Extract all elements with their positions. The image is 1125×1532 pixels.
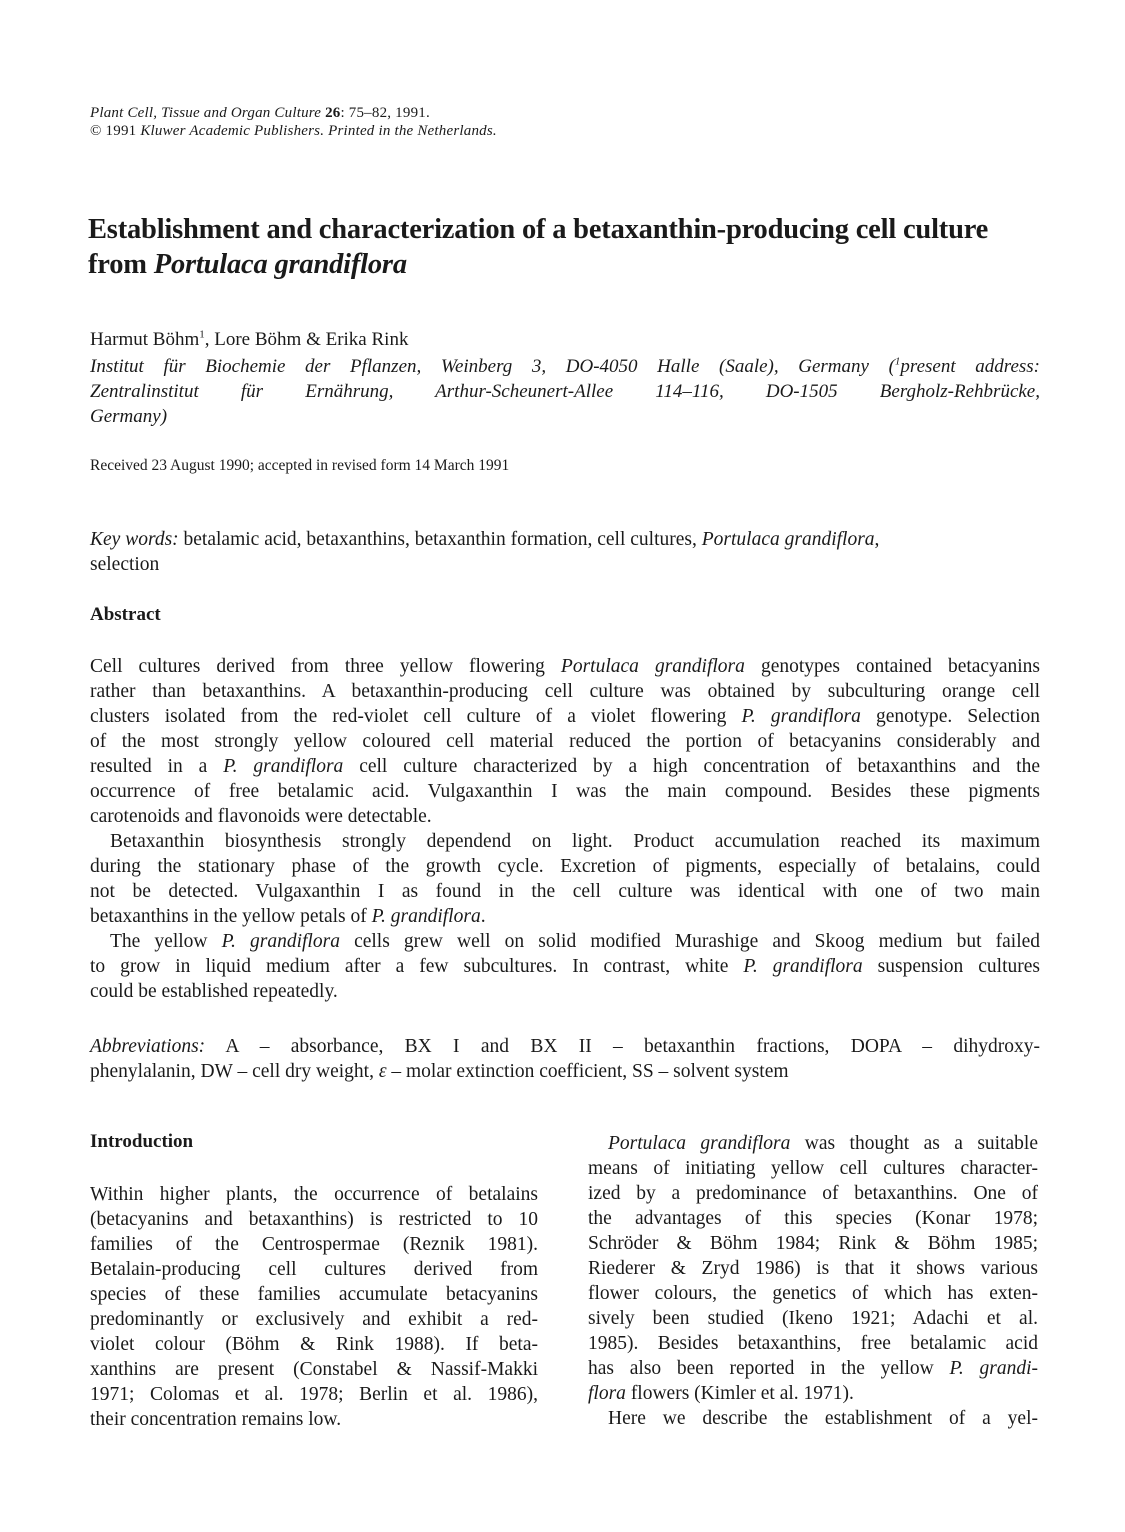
abbreviations-line-1 [90, 1034, 1040, 1059]
abstract-paragraph-1 [90, 654, 1040, 829]
affiliation-line-1 [90, 354, 1040, 379]
text-segment: clusters isolated from the red-violet cell culture of a violet flowering [90, 706, 742, 727]
text-line: Within higher plants, the occurrence of betalains [90, 1184, 538, 1205]
text-segment: betaxanthins in the yellow petals of [90, 906, 372, 927]
copyright-line [90, 122, 497, 140]
keywords-label: Key words: [90, 529, 179, 550]
text-segment: the advantages of this species (Konar 1978; [588, 1208, 1038, 1229]
title-line-1: Establishment and characterization of a betaxanthin-producing cell culture [88, 214, 989, 245]
text-segment: flowers (Kimler et al. 1971). [625, 1383, 854, 1404]
abbreviations-label: Abbreviations: [90, 1036, 206, 1057]
text-line: species of these families accumulate betacyanins [90, 1284, 538, 1305]
text-line [90, 679, 1040, 704]
text-line [588, 1356, 1038, 1381]
journal-volume: 26 [325, 105, 341, 121]
text-segment: cell culture characterized by a high concentration of betaxanthins and the [343, 756, 1040, 777]
text-line [90, 779, 1040, 804]
text-line [90, 929, 1040, 954]
abbreviations-text-2a: phenylalanin, DW – cell dry weight, [90, 1061, 379, 1082]
journal-name: Plant Cell, Tissue and Organ Culture [90, 105, 322, 121]
text-segment: ized by a predominance of betaxanthins. One of [588, 1183, 1038, 1204]
text-segment: carotenoids and flavonoids were detectable. [90, 806, 432, 827]
author-1-footnote-mark: 1 [199, 328, 205, 341]
text-segment: Here we describe the establishment of a yel- [608, 1408, 1038, 1429]
italic-species-name: P. grandi- [949, 1358, 1038, 1379]
text-segment: . [480, 906, 486, 927]
copyright-symbol: © [90, 123, 102, 139]
text-segment: means of initiating yellow cell cultures character- [588, 1158, 1038, 1179]
text-line [90, 829, 1040, 854]
text-segment: to grow in liquid medium after a few subcultures. In contrast, white [90, 956, 744, 977]
authors-rest: , Lore Böhm & Erika Rink [204, 329, 409, 350]
keywords-species: Portulaca grandiflora [701, 529, 875, 550]
title-line-2 [88, 247, 1048, 282]
text-line [588, 1281, 1038, 1306]
text-line [588, 1131, 1038, 1156]
epsilon-symbol: ε [378, 1061, 387, 1082]
italic-species-name: Portulaca grandiflora [608, 1133, 791, 1154]
abstract-paragraph-2 [90, 829, 1040, 929]
text-line: (betacyanins and betaxanthins) is restricted to 10 [90, 1209, 538, 1230]
text-line [90, 804, 1040, 829]
keywords-line-1 [90, 527, 1040, 552]
text-segment: flower colours, the genetics of which has exten- [588, 1283, 1038, 1304]
copyright-year: 1991 [101, 123, 141, 139]
received-dates: Received 23 August 1990; accepted in revised form 14 March 1991 [90, 457, 510, 474]
text-segment: Betaxanthin biosynthesis strongly dependend on light. Product accumulation reached its maximum [110, 831, 1040, 852]
text-segment: The yellow [110, 931, 222, 952]
affiliation-line-3: Germany) [90, 406, 168, 427]
text-line [588, 1306, 1038, 1331]
text-segment: suspension cultures [862, 956, 1040, 977]
affiliation [90, 354, 1040, 429]
text-segment: rather than betaxanthins. A betaxanthin-producing cell culture was obtained by subculturing orange cell [90, 681, 1040, 702]
keywords-line-2: selection [90, 554, 160, 575]
text-segment: resulted in a [90, 756, 224, 777]
text-line [90, 654, 1040, 679]
text-segment: occurrence of free betalamic acid. Vulgaxanthin I was the main compound. Besides these pigments [90, 781, 1040, 802]
article-title [88, 212, 1048, 282]
text-line: their concentration remains low. [90, 1409, 342, 1430]
journal-citation [90, 104, 497, 122]
title-species: Portulaca grandiflora [153, 249, 407, 280]
text-line: violet colour (Böhm & Rink 1988). If beta- [90, 1334, 538, 1355]
text-line [588, 1181, 1038, 1206]
text-line: predominantly or exclusively and exhibit a red- [90, 1309, 538, 1330]
text-line [588, 1231, 1038, 1256]
affiliation-line-1b: present address: [900, 356, 1040, 377]
text-line [90, 904, 1040, 929]
text-segment: cells grew well on solid modified Murashige and Skoog medium but failed [339, 931, 1041, 952]
abstract-heading: Abstract [90, 604, 161, 625]
text-segment: during the stationary phase of the growth cycle. Excretion of pigments, especially of betalains, could [90, 856, 1040, 877]
introduction-heading: Introduction [90, 1131, 194, 1152]
text-segment: genotypes contained betacyanins [744, 656, 1040, 677]
italic-species-name: P. grandiflora [371, 906, 481, 927]
italic-species-name: P. grandiflora [223, 756, 344, 777]
text-line [588, 1331, 1038, 1356]
affiliation-line-1a: Institut für Biochemie der Pflanzen, Weinberg 3, DO-4050 Halle (Saale), Germany ( [90, 356, 895, 377]
text-line: 1971; Colomas et al. 1978; Berlin et al. 1986), [90, 1384, 538, 1405]
author-list [90, 328, 408, 352]
author-1: Harmut Böhm [90, 329, 200, 350]
affiliation-line-2: Zentralinstitut für Ernährung, Arthur-Scheunert-Allee 114–116, DO-1505 Bergholz-Rehbrücke, [90, 381, 1040, 402]
abbreviations-text-2b: – molar extinction coefficient, SS – solvent system [386, 1061, 789, 1082]
text-line: Betalain-producing cell cultures derived from [90, 1259, 538, 1280]
italic-species-name: P. grandiflora [221, 931, 340, 952]
introduction-column-2 [588, 1131, 1038, 1431]
text-line [588, 1406, 1038, 1431]
journal-pages: : 75–82, 1991. [340, 105, 430, 121]
introduction-column-1 [90, 1182, 538, 1432]
text-line [588, 1206, 1038, 1231]
keywords-comma: , [874, 529, 880, 550]
text-line [90, 729, 1040, 754]
text-segment: 1985). Besides betaxanthins, free betalamic acid [588, 1333, 1038, 1354]
title-prefix: from [88, 249, 154, 280]
keywords [90, 527, 1040, 577]
text-line [90, 704, 1040, 729]
journal-header [90, 104, 497, 140]
text-segment: was thought as a suitable [790, 1133, 1038, 1154]
text-segment: Schröder & Böhm 1984; Rink & Böhm 1985; [588, 1233, 1038, 1254]
text-line [90, 979, 1040, 1004]
text-segment: of the most strongly yellow coloured cell material reduced the portion of betacyanins considerably and [90, 731, 1040, 752]
text-line [90, 754, 1040, 779]
text-line [90, 879, 1040, 904]
text-line: families of the Centrospermae (Reznik 1981). [90, 1234, 538, 1255]
text-line [588, 1381, 1038, 1406]
italic-species-name: P. grandiflora [743, 956, 863, 977]
text-segment: could be established repeatedly. [90, 981, 338, 1002]
text-line [90, 854, 1040, 879]
text-segment: has also been reported in the yellow [588, 1358, 950, 1379]
italic-species-name: Portulaca grandiflora [560, 656, 745, 677]
abbreviations-line-2 [90, 1059, 1040, 1084]
text-segment: sively been studied (Ikeno 1921; Adachi et al. [588, 1308, 1038, 1329]
text-segment: not be detected. Vulgaxanthin I as found in the cell culture was identical with one of two main [90, 881, 1040, 902]
italic-species-name: flora [588, 1383, 626, 1404]
affiliation-footnote-mark: 1 [894, 355, 901, 368]
text-line: xanthins are present (Constabel & Nassif-Makki [90, 1359, 538, 1380]
text-segment: genotype. Selection [860, 706, 1040, 727]
italic-species-name: P. grandiflora [741, 706, 861, 727]
abstract-paragraph-3 [90, 929, 1040, 1004]
text-segment: Riederer & Zryd 1986) is that it shows various [588, 1258, 1038, 1279]
text-line [588, 1156, 1038, 1181]
abstract-body [90, 654, 1040, 1004]
text-line [90, 954, 1040, 979]
keywords-text: betalamic acid, betaxanthins, betaxanthin formation, cell cultures, [178, 529, 702, 550]
text-line [588, 1256, 1038, 1281]
publisher-line: Kluwer Academic Publishers. Printed in the Netherlands. [140, 123, 497, 139]
abbreviations [90, 1034, 1040, 1084]
abbreviations-text-1: A – absorbance, BX I and BX II – betaxanthin fractions, DOPA – dihydroxy- [205, 1036, 1040, 1057]
text-segment: Cell cultures derived from three yellow flowering [90, 656, 561, 677]
